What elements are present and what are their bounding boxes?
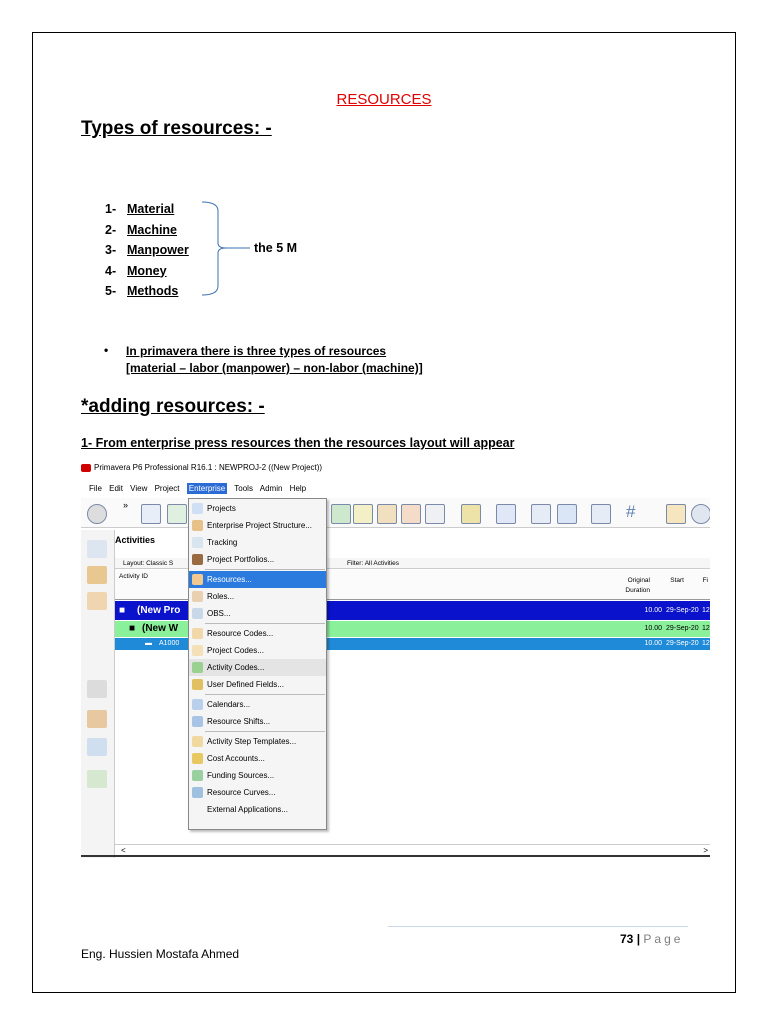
menu-item-udf[interactable]: User Defined Fields...: [189, 676, 326, 693]
portfolio-icon: [192, 554, 203, 565]
gear-icon[interactable]: [87, 504, 107, 524]
bullet-line-1: In primavera there is three types of resources: [126, 344, 387, 358]
menu-item-external-apps[interactable]: External Applications...: [207, 805, 288, 814]
brace-icon: [200, 201, 252, 296]
page-number: 73 | Page: [620, 932, 684, 946]
toolbar-chevron-icon[interactable]: »: [123, 500, 129, 510]
user-icon[interactable]: [401, 504, 421, 524]
layout-label[interactable]: Layout: Classic S: [123, 560, 174, 567]
types-heading: Types of resources: -: [81, 118, 272, 139]
list-item: 2- Machine: [105, 222, 178, 237]
menu-item-projects[interactable]: Projects: [189, 500, 326, 517]
menu-separator: [205, 623, 325, 624]
step-1-text: 1- From enterprise press resources then the resources layout will appear: [81, 436, 515, 450]
menu-admin[interactable]: Admin: [259, 484, 283, 493]
projects-icon: [192, 503, 203, 514]
menu-file[interactable]: File: [89, 484, 102, 493]
menu-help[interactable]: Help: [289, 484, 307, 493]
scroll-left-icon[interactable]: <: [121, 846, 126, 855]
menu-item-calendars[interactable]: Calendars...: [189, 696, 326, 713]
list-item: 5- Methods: [105, 284, 179, 298]
resources-icon: [192, 574, 203, 585]
scroll-right-icon[interactable]: >: [703, 846, 708, 855]
menu-item-portfolios[interactable]: Project Portfolios...: [189, 551, 326, 568]
table-icon[interactable]: [531, 504, 551, 524]
author-name: Eng. Hussien Mostafa Ahmed: [81, 947, 240, 961]
filter-icon[interactable]: [557, 504, 577, 524]
adding-heading: *adding resources: -: [81, 396, 265, 417]
cost-accounts-icon: [192, 753, 203, 764]
menu-item-project-codes[interactable]: Project Codes...: [189, 642, 326, 659]
activity-bar-icon: ▬: [145, 640, 152, 647]
divider: [81, 855, 710, 857]
menu-item-eps[interactable]: Enterprise Project Structure...: [189, 517, 326, 534]
calendar-icon: [192, 699, 203, 710]
grid-icon[interactable]: [141, 504, 161, 524]
eps-icon: [192, 520, 203, 531]
app-logo-icon: [81, 464, 91, 472]
left-sidebar: [81, 530, 115, 858]
obs-icon: [192, 608, 203, 619]
footer-divider: [388, 926, 688, 927]
layout-icon[interactable]: [167, 504, 187, 524]
table-row[interactable]: ■ (New W 10.00 29-Sep-20 12: [115, 621, 710, 637]
toolbar: [81, 498, 710, 528]
menu-project[interactable]: Project: [154, 484, 180, 493]
menu-item-resources[interactable]: Resources...: [189, 571, 326, 588]
col-activity-id[interactable]: Activity ID: [119, 573, 148, 580]
menu-item-tracking[interactable]: Tracking: [189, 534, 326, 551]
menu-item-resource-curves[interactable]: Resource Curves...: [189, 784, 326, 801]
menu-item-step-templates[interactable]: Activity Step Templates...: [189, 733, 326, 750]
menu-item-resource-codes[interactable]: Resource Codes...: [189, 625, 326, 642]
menu-item-obs[interactable]: OBS...: [189, 605, 326, 622]
group-icon[interactable]: [461, 504, 481, 524]
columns-icon[interactable]: [496, 504, 516, 524]
resource-codes-icon: [192, 628, 203, 639]
bars-icon[interactable]: [331, 504, 351, 524]
curves-icon: [192, 787, 203, 798]
chart-icon[interactable]: [353, 504, 373, 524]
activities-title: Activities: [115, 535, 156, 545]
menu-item-activity-codes[interactable]: Activity Codes...: [189, 659, 326, 676]
col-finish[interactable]: Fi: [702, 577, 708, 584]
project-codes-icon: [192, 645, 203, 656]
list-item: 3- Manpower: [105, 243, 189, 257]
activity-codes-icon: [192, 662, 203, 673]
clock-icon[interactable]: [691, 504, 710, 524]
menu-item-roles[interactable]: Roles...: [189, 588, 326, 605]
col-duration[interactable]: Duration: [625, 587, 650, 594]
table-row[interactable]: ▬ A1000 10.00 29-Sep-20 12: [115, 638, 710, 650]
add-project-icon[interactable]: [87, 540, 107, 558]
roles-icon: [192, 591, 203, 602]
list-item: 4- Money: [105, 263, 167, 278]
window-title-bar: Primavera P6 Professional R16.1 : NEWPROJ-2 ((New Project)): [81, 460, 710, 475]
filter-label[interactable]: Filter: All Activities: [347, 560, 400, 567]
menu-edit[interactable]: Edit: [109, 484, 123, 493]
menu-separator: [205, 731, 325, 732]
project-folder-icon: ■: [119, 605, 126, 616]
types-list: [105, 199, 189, 302]
document-icon[interactable]: [87, 592, 107, 610]
menu-item-cost-accounts[interactable]: Cost Accounts...: [189, 750, 326, 767]
menu-view[interactable]: View: [130, 484, 148, 493]
col-original[interactable]: Original: [627, 577, 650, 584]
col-start[interactable]: Start: [670, 577, 684, 584]
five-m-label: the 5 M: [254, 241, 298, 255]
resource-profile-icon[interactable]: [377, 504, 397, 524]
table-row[interactable]: ■ (New Pro 10.00 29-Sep-20 12: [115, 601, 710, 620]
menu-item-resource-shifts[interactable]: Resource Shifts...: [189, 713, 326, 730]
bullet-dot-icon: •: [104, 343, 109, 357]
funding-icon: [192, 770, 203, 781]
menu-separator: [205, 569, 325, 570]
horizontal-scrollbar[interactable]: [115, 844, 710, 855]
tracking-icon: [192, 537, 203, 548]
bullet-line-2: [material – labor (manpower) – non-labor (machine)]: [126, 361, 423, 375]
menu-item-funding-sources[interactable]: Funding Sources...: [189, 767, 326, 784]
page-title: RESOURCES: [336, 91, 432, 108]
print-icon[interactable]: [425, 504, 445, 524]
expand-icon[interactable]: [591, 504, 611, 524]
wbs-icon: ■: [129, 623, 136, 634]
menu-tools[interactable]: Tools: [234, 484, 253, 493]
udf-icon: [192, 679, 203, 690]
menu-enterprise[interactable]: Enterprise: [188, 484, 226, 493]
shifts-icon: [192, 716, 203, 727]
primavera-screenshot: [81, 460, 710, 858]
menu-separator: [205, 694, 325, 695]
chart-small-icon[interactable]: [87, 770, 107, 788]
person-icon[interactable]: [87, 710, 107, 728]
menu-bar: [89, 482, 311, 496]
folder-icon[interactable]: [87, 680, 107, 698]
report-icon[interactable]: [666, 504, 686, 524]
notebook-icon[interactable]: [87, 738, 107, 756]
hash-icon[interactable]: #: [626, 502, 636, 521]
list-item: 1- Material: [105, 202, 175, 216]
enterprise-menu: [188, 498, 327, 830]
open-folder-icon[interactable]: [87, 566, 107, 584]
step-templates-icon: [192, 736, 203, 747]
